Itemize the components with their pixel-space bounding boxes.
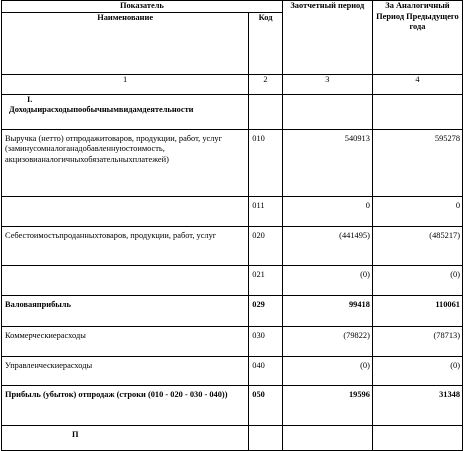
row-previous: (78713) bbox=[372, 326, 462, 356]
section-title bbox=[2, 94, 249, 129]
col-number-4: 4 bbox=[372, 74, 462, 94]
table-row bbox=[2, 196, 463, 226]
row-code bbox=[249, 425, 283, 450]
header-previous-period: За Аналогичный Период Предыдущего года bbox=[372, 1, 462, 75]
row-previous bbox=[372, 425, 462, 450]
table-row bbox=[2, 356, 463, 385]
row-previous: 595278 bbox=[372, 129, 462, 196]
table-row bbox=[2, 129, 463, 196]
row-previous: 110061 bbox=[372, 295, 462, 326]
row-code: 030 bbox=[249, 326, 283, 356]
header-name: Наименование bbox=[2, 12, 249, 74]
row-name bbox=[2, 265, 249, 295]
row-code: 011 bbox=[249, 196, 283, 226]
row-previous: (485217) bbox=[372, 226, 462, 265]
row-previous: 31348 bbox=[372, 385, 462, 425]
row-code: 010 bbox=[249, 129, 283, 196]
col-number-3: 3 bbox=[282, 74, 372, 94]
row-previous: (0) bbox=[372, 356, 462, 385]
row-name: Прибыль (убыток) отпродаж (строки (010 - 020 - 030 - 040)) bbox=[2, 385, 249, 425]
row-current: 0 bbox=[282, 196, 372, 226]
financial-results-table bbox=[1, 0, 463, 451]
row-previous: (0) bbox=[372, 265, 462, 295]
header-reporting-period: Заотчетный период bbox=[282, 1, 372, 75]
table-row-partial bbox=[2, 425, 463, 450]
table-row bbox=[2, 385, 463, 425]
column-numbers-row bbox=[2, 74, 463, 94]
table-row bbox=[2, 326, 463, 356]
table-row bbox=[2, 226, 463, 265]
header-indicator: Показатель bbox=[2, 1, 283, 13]
row-previous: 0 bbox=[372, 196, 462, 226]
row-current: 540913 bbox=[282, 129, 372, 196]
row-name: Управленческиерасходы bbox=[2, 356, 249, 385]
row-current: (0) bbox=[282, 356, 372, 385]
row-current: (79822) bbox=[282, 326, 372, 356]
row-current: (441495) bbox=[282, 226, 372, 265]
col-number-2: 2 bbox=[249, 74, 283, 94]
row-name: Выручка (нетто) отпродажитоваров, продукции, работ, услуг (заминусомналоганадобавленнуюстоимость, акцизовианалогичныхобязательныхплатежей) bbox=[2, 129, 249, 196]
table-row bbox=[2, 295, 463, 326]
row-code: 021 bbox=[249, 265, 283, 295]
table-row bbox=[2, 265, 463, 295]
row-name: П bbox=[2, 425, 249, 450]
section-number: I. bbox=[27, 94, 33, 104]
section-text: Доходыирасходыпообычнымвидамдеятельности bbox=[9, 105, 194, 114]
row-name bbox=[2, 196, 249, 226]
row-name: Валоваяприбыль bbox=[2, 295, 249, 326]
row-code: 040 bbox=[249, 356, 283, 385]
section-title-row bbox=[2, 94, 463, 129]
row-name: Коммерческиерасходы bbox=[2, 326, 249, 356]
row-code: 029 bbox=[249, 295, 283, 326]
col-number-1: 1 bbox=[2, 74, 249, 94]
row-current: 99418 bbox=[282, 295, 372, 326]
header-row-top bbox=[2, 1, 463, 13]
row-current: 19596 bbox=[282, 385, 372, 425]
header-code: Код bbox=[249, 12, 283, 74]
row-current bbox=[282, 425, 372, 450]
row-code: 020 bbox=[249, 226, 283, 265]
row-current: (0) bbox=[282, 265, 372, 295]
row-name: Себестоимостьпроданныхтоваров, продукции, работ, услуг bbox=[2, 226, 249, 265]
row-code: 050 bbox=[249, 385, 283, 425]
